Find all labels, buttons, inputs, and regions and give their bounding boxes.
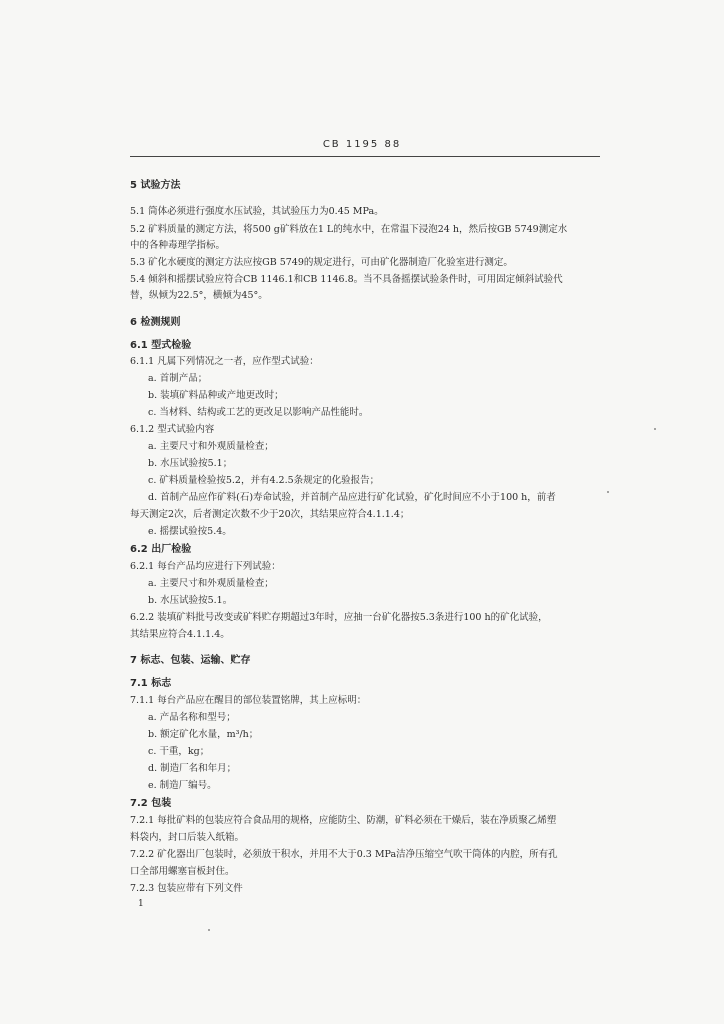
subsection-heading: 6.1 型式检验: [130, 340, 192, 351]
scan-speck: [607, 491, 609, 493]
text-line: 7.2.2 矿化器出厂包装时，必须放干积水，并用不大于0.3 MPa洁净压缩空气吹干筒体的内腔，所有孔: [130, 849, 558, 860]
list-item: b. 装填矿料品种或产地更改时；: [148, 390, 284, 401]
text-line: 每天测定2次，后者测定次数不少于20次，其结果应符合4.1.1.4；: [130, 509, 410, 520]
text-line: 7.1.1 每台产品应在醒目的部位装置铭牌，其上应标明：: [130, 695, 367, 706]
list-item: a. 主要尺寸和外观质量检查；: [148, 441, 274, 452]
text-line: 5.3 矿化水硬度的测定方法应按GB 5749的规定进行，可由矿化器制造厂化验室进行测定。: [130, 257, 513, 268]
scan-speck: [208, 929, 210, 931]
text-line: 中的各种毒理学指标。: [130, 240, 226, 251]
section-heading: 6 检测规则: [130, 317, 181, 328]
text-line: 6.1.1 凡属下列情况之一者，应作型式试验：: [130, 356, 319, 367]
section-heading: 7 标志、包装、运输、贮存: [130, 655, 251, 666]
text-line: 5.1 筒体必须进行强度水压试验，其试验压力为0.45 MPa。: [130, 206, 384, 217]
list-item: c. 干重，kg；: [148, 746, 210, 757]
text-line: 5.2 矿料质量的测定方法，将500 g矿料放在1 L的纯水中，在常温下浸泡24 h，然后按GB 5749测定水: [130, 224, 568, 235]
list-item: d. 制造厂名和年月；: [148, 763, 237, 774]
subsection-heading: 6.2 出厂检验: [130, 544, 192, 555]
text-line: 7.2.1 每批矿料的包装应符合食品用的规格，应能防尘、防潮，矿料必须在干燥后，装在净质聚乙烯塑: [130, 815, 557, 826]
list-item: e. 摇摆试验按5.4。: [148, 526, 232, 537]
text-line: 替，纵倾为22.5°，横倾为45°。: [130, 290, 268, 301]
text-line: 6.2.1 每台产品均应进行下列试验：: [130, 561, 281, 572]
list-item: a. 主要尺寸和外观质量检查；: [148, 578, 274, 589]
text-line: 料袋内，封口后装入纸箱。: [130, 832, 245, 843]
subsection-heading: 7.2 包装: [130, 798, 172, 809]
text-line: 口全部用螺塞盲板封住。: [130, 866, 235, 877]
text-line: 5.4 倾斜和摇摆试验应符合CB 1146.1和CB 1146.8。当不具备摇摆试验条件时，可用固定倾斜试验代: [130, 274, 563, 285]
header-rule: [130, 156, 600, 157]
text-line: 7.2.3 包装应带有下列文件: [130, 883, 243, 894]
page-number: 1: [138, 899, 144, 909]
list-item: c. 矿料质量检验按5.2，并有4.2.5条规定的化验报告；: [148, 475, 380, 486]
list-item: a. 首制产品；: [148, 373, 208, 384]
text-line: 其结果应符合4.1.1.4。: [130, 629, 230, 640]
list-item: b. 水压试验按5.1。: [148, 595, 233, 606]
text-line: 6.2.2 装填矿料批号改变或矿料贮存期超过3年时，应抽一台矿化器按5.3条进行100 h的矿化试验，: [130, 612, 548, 623]
page-header: CB 1195 88: [322, 139, 402, 150]
subsection-heading: 7.1 标志: [130, 678, 172, 689]
scan-speck: [654, 428, 656, 430]
list-item: b. 水压试验按5.1；: [148, 458, 233, 469]
list-item: c. 当材料、结构或工艺的更改足以影响产品性能时。: [148, 407, 369, 418]
text-line: 6.1.2 型式试验内容: [130, 424, 215, 435]
list-item: b. 额定矿化水量，m³/h；: [148, 729, 259, 740]
list-item: d. 首制产品应作矿料(石)寿命试验，并首制产品应进行矿化试验，矿化时间应不小于100 h，前者: [148, 492, 556, 503]
list-item: a. 产品名称和型号；: [148, 712, 236, 723]
list-item: e. 制造厂编号。: [148, 780, 217, 791]
section-heading: 5 试验方法: [130, 180, 181, 191]
